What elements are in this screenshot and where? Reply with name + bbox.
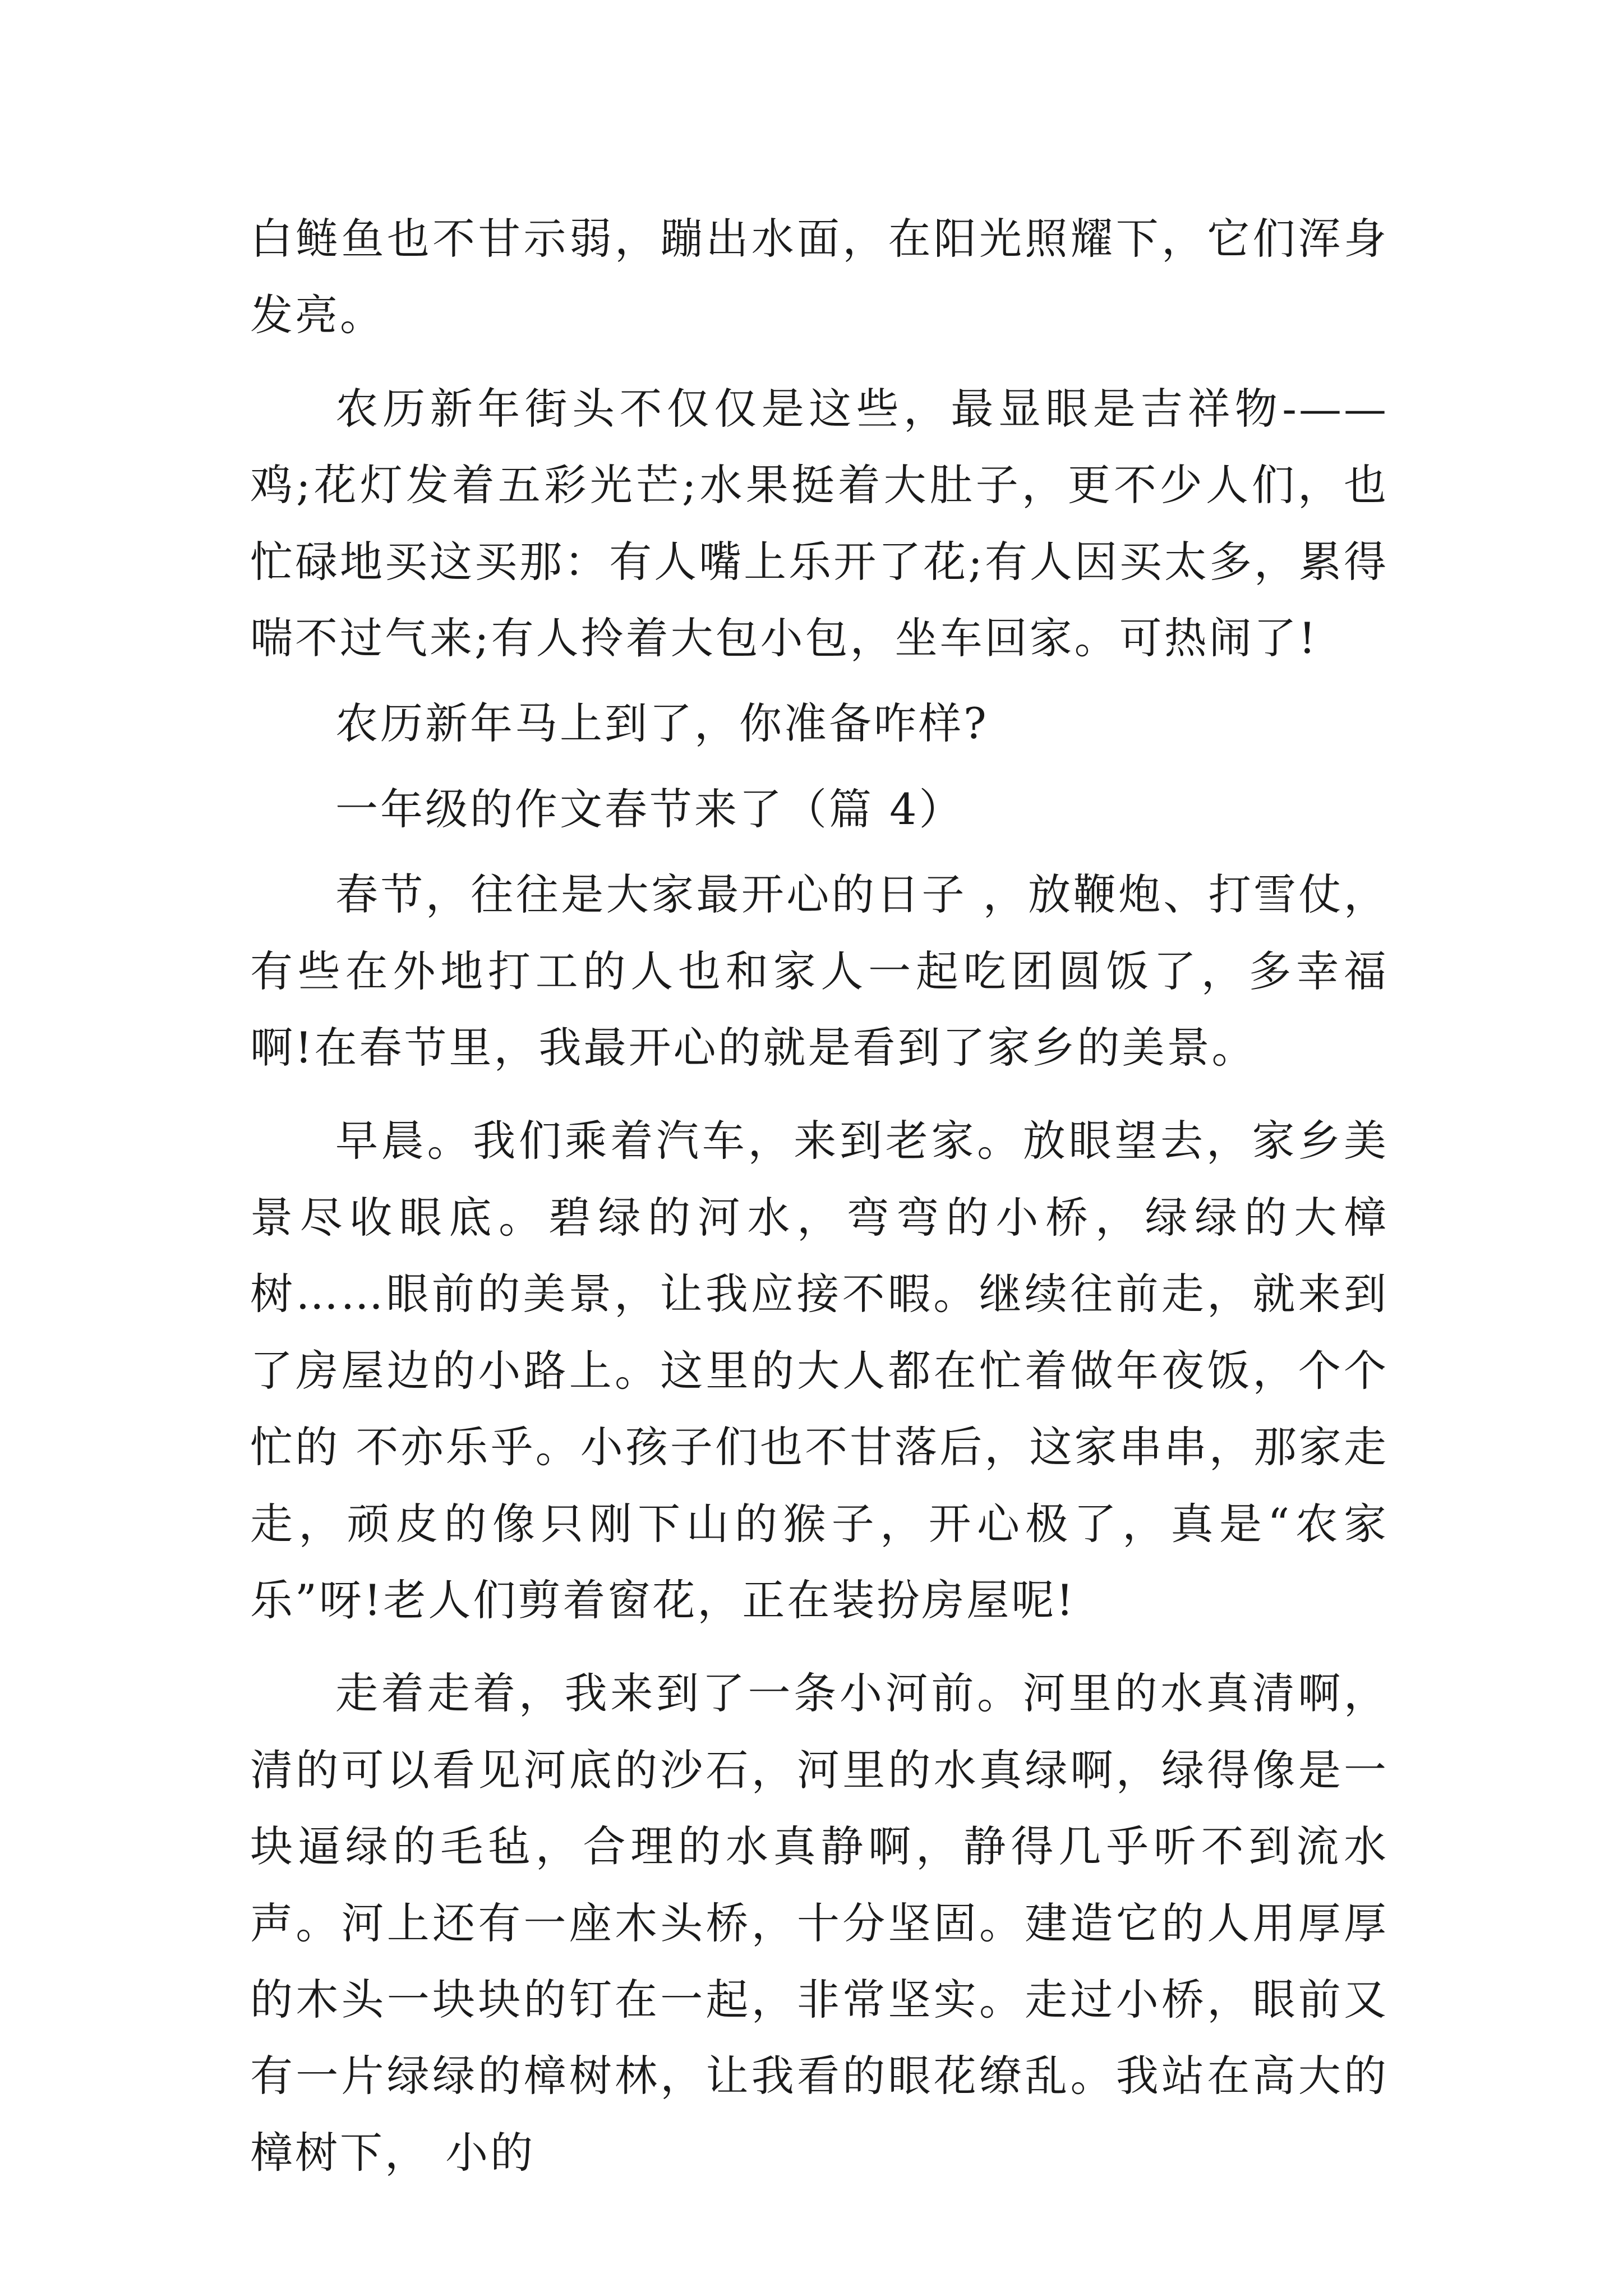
paragraph-continuation: 白鲢鱼也不甘示弱，蹦出水面，在阳光照耀下，它们浑身发亮。	[250, 214, 1389, 341]
paragraph: 走着走着，我来到了一条小河前。河里的水真清啊，清的可以看见河底的沙石，河里的水真绿啊，绿得像是一块逼绿的毛毡，合理的水真静啊，静得几乎听不到流水声。河上还有一座木头桥，十分坚固。建造它的人用厚厚的木头一块块的钉在一起，非常坚实。走过小桥，眼前又有一片绿绿的樟树林，让我看的眼花缭乱。我站在高大的樟树下， 小的	[250, 1668, 1389, 2178]
paragraph: 农历新年街头不仅仅是这些，最显眼是吉祥物-——鸡;花灯发着五彩光芒;水果挺着大肚子，更不少人们，也忙碌地买这买那：有人嘴上乐开了花;有人因买太多，累得喘不过气来;有人拎着大包小包，坐车回家。可热闹了!	[250, 383, 1389, 664]
paragraph: 春节，往往是大家最开心的日子 ，放鞭炮、打雪仗，有些在外地打工的人也和家人一起吃团圆饭了，多幸福啊!在春节里，我最开心的就是看到了家乡的美景。	[250, 869, 1389, 1073]
document-body	[250, 201, 1389, 2191]
paragraph: 农历新年马上到了，你准备咋样?	[335, 698, 989, 749]
paragraph: 早晨。我们乘着汽车，来到老家。放眼望去，家乡美景尽收眼底。碧绿的河水，弯弯的小桥，绿绿的大樟树……眼前的美景，让我应接不暇。继续往前走，就来到了房屋边的小路上。这里的大人都在忙着做年夜饭，个个忙的 不亦乐乎。小孩子们也不甘落后，这家串串，那家走走，顽皮的像只刚下山的猴子，开心极了，真是“农家乐”呀!老人们剪着窗花，正在装扮房屋呢!	[250, 1116, 1389, 1625]
section-heading: 一年级的作文春节来了（篇 4）	[335, 784, 964, 834]
